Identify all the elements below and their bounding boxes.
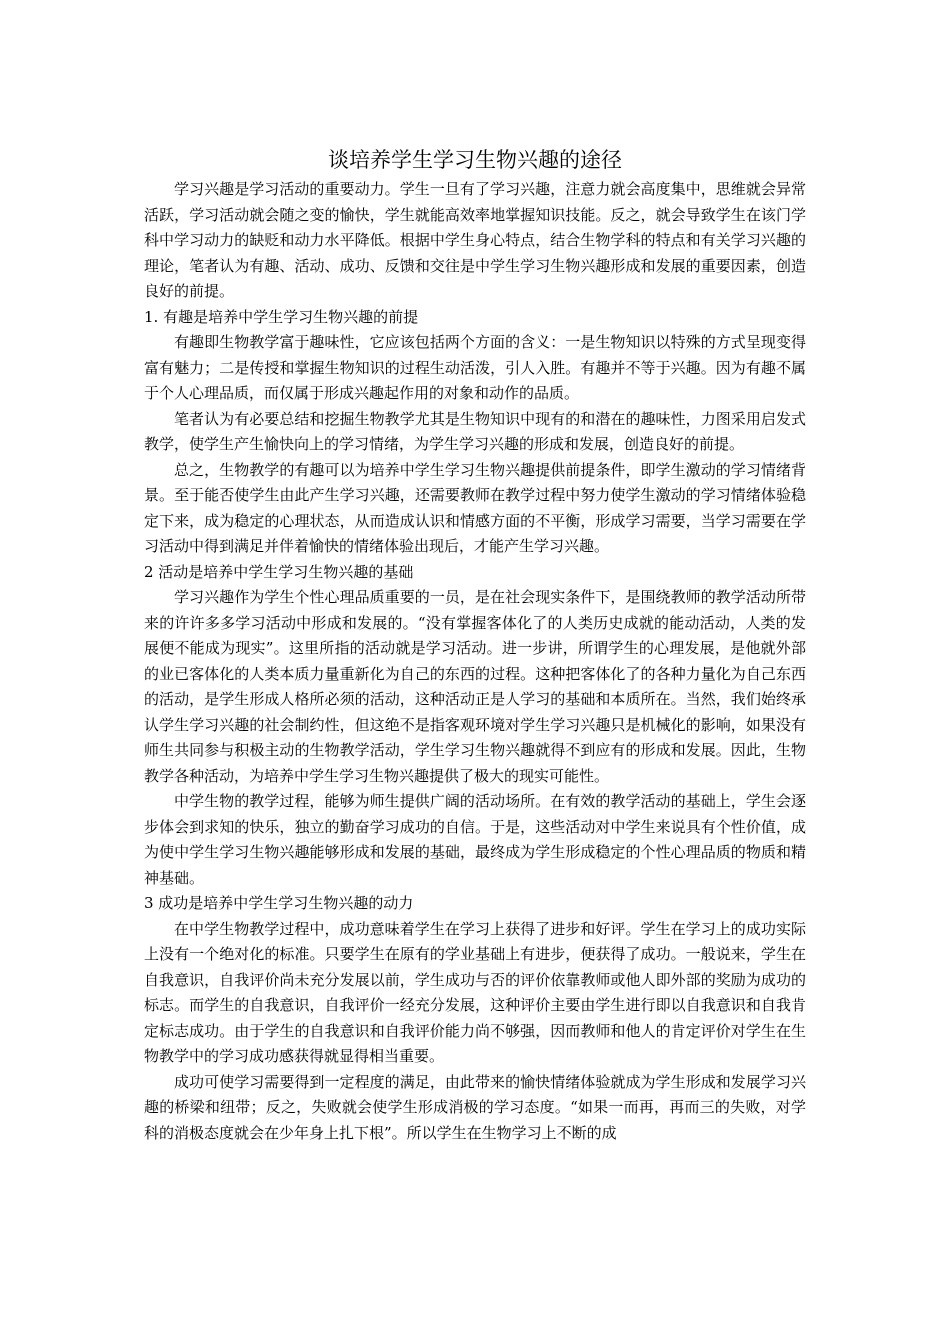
document-title: 谈培养学生学习生物兴趣的途径 xyxy=(328,148,622,172)
paragraph: 学习兴趣是学习活动的重要动力。学生一旦有了学习兴趣，注意力就会高度集中，思维就会异常活跃，学习活动就会随之变的愉快，学生就能高效率地掌握知识技能。反之，就会导致学生在该门学科中学习动力的缺贬和动力水平降低。根据中学生身心特点，结合生物学科的特点和有关学习兴趣的理论，笔者认为有趣、活动、成功、反馈和交往是中学生学习生物兴趣形成和发展的重要因素，创造良好的前提。 xyxy=(144,180,806,300)
document-body xyxy=(144,177,806,1146)
section-heading: 3 成功是培养中学生学习生物兴趣的动力 xyxy=(144,894,414,912)
document-page xyxy=(144,143,806,1146)
paragraph: 总之，生物教学的有趣可以为培养中学生学习生物兴趣提供前提条件，即学生激动的学习情绪背景。至于能否使学生由此产生学习兴趣，还需要教师在教学过程中努力使学生激动的学习情绪体验稳定下来，成为稳定的心理状态，从而造成认识和情感方面的不平衡，形成学习需要，当学习需要在学习活动中得到满足并伴着愉快的情绪体验出现后，才能产生学习兴趣。 xyxy=(144,460,806,555)
paragraph: 有趣即生物教学富于趣味性，它应该包括两个方面的含义：一是生物知识以特殊的方式呈现变得富有魅力；二是传授和掌握生物知识的过程生动活泼，引人入胜。有趣并不等于兴趣。因为有趣不属于个人心理品质，而仅属于形成兴趣起作用的对象和动作的品质。 xyxy=(144,333,806,402)
paragraph: 成功可使学习需要得到一定程度的满足，由此带来的愉快情绪体验就成为学生形成和发展学习兴趣的桥梁和纽带；反之，失败就会使学生形成消极的学习态度。“如果一而再，再而三的失败，对学科的消极态度就会在少年身上扎下根”。所以学生在生物学习上不断的成 xyxy=(144,1072,806,1142)
paragraph: 学习兴趣作为学生个性心理品质重要的一员，是在社会现实条件下，是围绕教师的教学活动所带来的许许多多学习活动中形成和发展的。“没有掌握客体化了的人类历史成就的能动活动，人类的发展便不能成为现实”。这里所指的活动就是学习活动。进一步讲，所谓学生的心理发展，是他就外部的业已客体化的人类本质力量重新化为自己的东西的过程。这种把客体化了的各种力量化为自己东西的活动，是学生形成人格所必须的活动，这种活动正是人学习的基础和本质所在。当然，我们始终承认学生学习兴趣的社会制约性，但这绝不是指客观环境对学生学习兴趣只是机械化的影响，如果没有师生共同参与积极主动的生物教学活动，学生学习生物兴趣就得不到应有的形成和发展。因此，生物教学各种活动，为培养中学生学习生物兴趣提供了极大的现实可能性。 xyxy=(144,588,806,785)
paragraph: 在中学生物教学过程中，成功意味着学生在学习上获得了进步和好评。学生在学习上的成功实际上没有一个绝对化的标准。只要学生在原有的学业基础上有进步，便获得了成功。一般说来，学生在自我意识，自我评价尚未充分发展以前，学生成功与否的评价依靠教师或他人即外部的奖励为成功的标志。而学生的自我意识，自我评价一经充分发展，这种评价主要由学生进行即以自我意识和自我肯定标志成功。由于学生的自我意识和自我评价能力尚不够强，因而教师和他人的肯定评价对学生在生物教学中的学习成功感获得就显得相当重要。 xyxy=(144,919,806,1065)
paragraph: 笔者认为有必要总结和挖掘生物教学尤其是生物知识中现有的和潜在的趣味性，力图采用启发式教学，使学生产生愉快向上的学习情绪，为学生学习兴趣的形成和发展，创造良好的前提。 xyxy=(144,409,806,453)
section-heading: 2 活动是培养中学生学习生物兴趣的基础 xyxy=(144,562,414,581)
paragraph: 中学生物的教学过程，能够为师生提供广阔的活动场所。在有效的教学活动的基础上，学生会逐步体会到求知的快乐，独立的勤奋学习成功的自信。于是，这些活动对中学生来说具有个性价值，成为使中学生学习生物兴趣能够形成和发展的基础，最终成为学生形成稳定的个性心理品质的物质和精神基础。 xyxy=(144,792,806,887)
section-heading: 1. 有趣是培养中学生学习生物兴趣的前提 xyxy=(144,307,419,326)
